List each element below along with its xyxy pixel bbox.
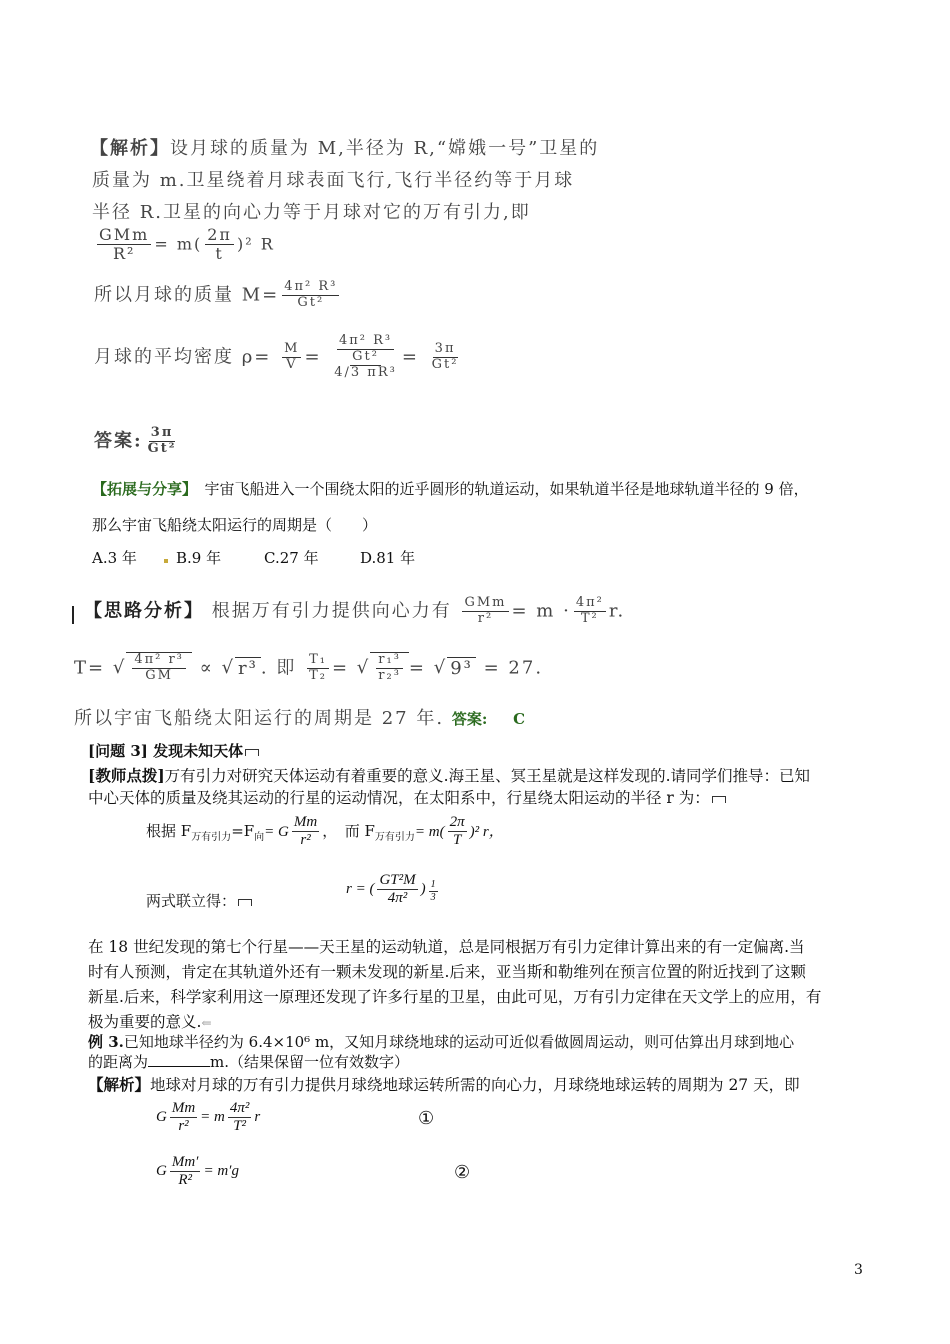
moon-mass-line: 所以月球的质量 M= $\frac{\text{4π² R³}}{\text{Gt²}}$ [94,279,338,310]
extension-question-line-1: 【拓展与分享】 宇宙飞船进入一个围绕太阳的近乎圆形的轨道运动，如果轨道半径是地球轨道半径的 9 倍， [92,480,809,498]
example3-analysis-line: 【解析】地球对月球的万有引力提供月球绕地球运转所需的向心力，月球绕地球运转的周期为 27 天，即 [88,1075,800,1094]
analysis-line-1: 【解析】设月球的质量为 M,半径为 R,“嫦娥一号”卫星的 [90,138,600,159]
thinking-line-1: 【思路分析】 根据万有引力提供向心力有 $\frac{\text{GMm}}{\text{r²}}$ = m · $\frac{\text{4π²}}{\text{T²}}$ r. [84,595,626,626]
equation-gravity: $\frac{\text{GMm}}{\text{R²}}$ = m( $\frac{2\pi}{t}$ )² R [99,225,275,264]
history-para-line-4: 极为重要的意义.⇐ [88,1013,212,1031]
force-equation-line: 根据 $F_{万有引力}=F_向= G$ $\frac{Mm}{\text{r²}}$ ， 而 $F_{万有引力}= m$( $\frac{2\pi}{T}$ )² r， [146,814,504,849]
option-c: C.27 年 [264,549,319,567]
example3-tag: 例 3. [88,1033,124,1051]
moon-density-line: 月球的平均密度 ρ= $\frac{M}{V}$ = 4π² R³ Gt² 4/3 πR³ = $\frac{3\pi}{\text{Gt²}}$ [94,333,459,380]
margin-bar [72,606,74,624]
example3-line-1: 例 3.已知地球半径约为 6.4×10⁶ m，又知月球绕地球的运动可近似看做圆周运动，则可估算出月球到地心 [88,1033,795,1051]
equation-2: G $\frac{Mm'}{\text{R²}}$ = m′g [156,1154,239,1189]
option-d: D.81 年 [360,549,416,567]
return-mark [238,899,252,906]
history-para-line-1: 在 18 世纪发现的第七个行星——天王星的运动轨道，总是同根据万有引力定律计算出来的有一定偏离.当 [88,938,805,956]
combine-label: 两式联立得： [146,890,252,911]
thinking-tag: 【思路分析】 [84,600,204,622]
analysis-line-3: 半径 R.卫星的向心力等于月球对它的万有引力,即 [92,202,531,223]
return-mark [245,749,259,756]
equation-2-marker: ② [454,1162,471,1183]
analysis-tag: 【解析】 [90,138,170,159]
page-number: 3 [854,1262,863,1278]
return-mark [712,796,726,803]
teacher-tag: [教师点拨] [88,766,165,785]
thinking-conclusion: 所以宇宙飞船绕太阳运行的周期是 27 年. 答案: C [74,708,528,729]
equation-1-marker: ① [418,1108,435,1129]
equation-1: G $\frac{Mm}{\text{r²}}$ = m $\frac{\text{4π²}}{\text{T²}}$ r [156,1100,261,1135]
problem3-title: [问题 3] 发现未知天体 [88,740,259,761]
thinking-line-2: T= √ $\frac{\text{4π² r³}}{GM}$ ∝ √ r³ . 即 $\frac{\text{T₁}}{\text{T₂}}$ = √ $\frac{\text{r₁³}}{\text{r₂³}}$ = √ 9³ = 27. [74,652,544,683]
dot-mark [164,559,168,563]
history-para-line-2: 时有人预测，肯定在其轨道外还有一颗未发现的新星.后来，亚当斯和勒维列在预言位置的附近找到了这颗 [88,963,806,981]
option-a: A.3 年 [92,549,137,567]
extension-question-line-2: 那么宇宙飞船绕太阳运行的周期是（ ） [92,516,378,534]
example3-analysis-tag: 【解析】 [88,1075,151,1094]
extension-tag: 【拓展与分享】 [92,480,190,498]
answer-line: 答案: $\frac{3\pi}{\text{Gt²}}$ [94,425,177,456]
history-para-line-3: 新星.后来，科学家利用这一原理还发现了许多行星的卫星，由此可见，万有引力定律在天文学上的应用，有 [88,988,822,1006]
radius-formula: r = ( $\frac{\text{GT²M}}{\text{4π²}}$ ) $\frac{1}{3}$ [346,872,436,907]
analysis-line-2: 质量为 m.卫星绕着月球表面飞行,飞行半径约等于月球 [92,170,575,191]
teacher-line-1: [教师点拨]万有引力对研究天体运动有着重要的意义.海王星、冥王星就是这样发现的.请同学们推导：已知 [88,766,811,785]
option-b: B.9 年 [176,549,222,567]
answer-blank[interactable] [148,1052,210,1067]
example3-line-2: 的距离为 m.（结果保留一位有效数字） [88,1053,410,1071]
teacher-line-2: 中心天体的质量及绕其运动的行星的运动情况，在太阳系中，行星绕太阳运动的半径 r 为： [88,787,726,810]
